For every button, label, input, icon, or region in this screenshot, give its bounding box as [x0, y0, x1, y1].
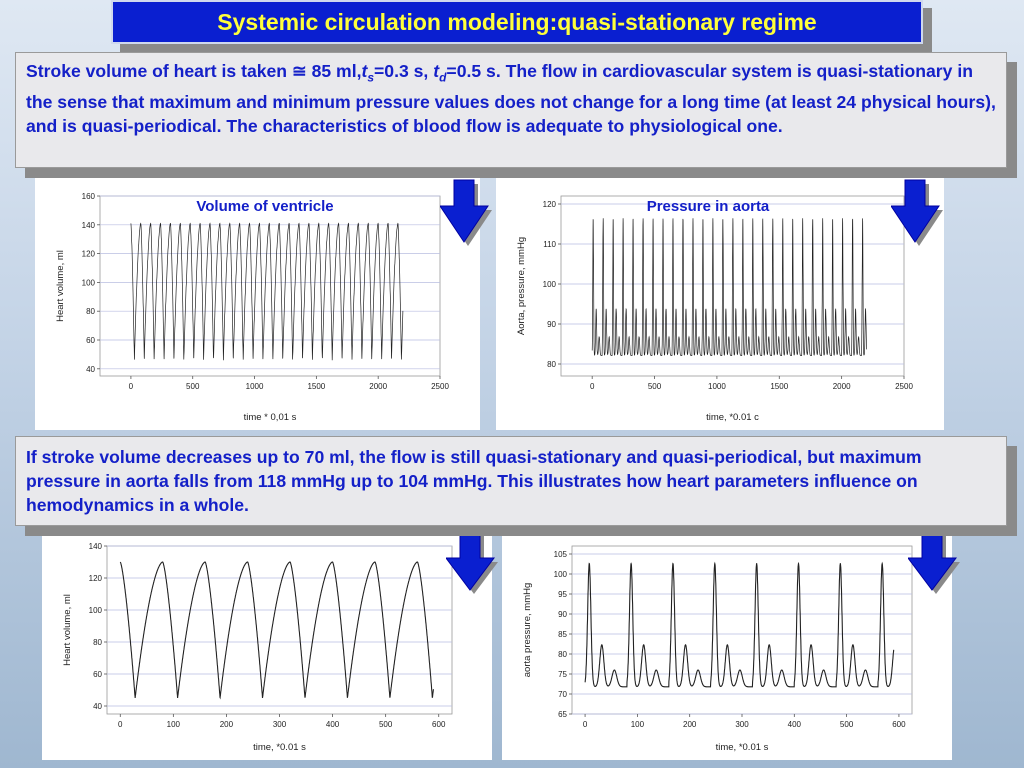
y-tick-label: 140 [88, 542, 102, 551]
box1-text-b: 85 ml, [306, 61, 362, 81]
ts-subscript: s [367, 70, 375, 85]
y-axis-label: Heart volume, ml [62, 594, 73, 666]
y-tick-label: 105 [553, 550, 567, 559]
x-tick-label: 500 [186, 382, 200, 391]
x-tick-label: 1500 [770, 382, 789, 391]
x-tick-label: 2000 [832, 382, 851, 391]
y-axis-label: aorta pressure, mmHg [522, 582, 533, 678]
description-box-85ml [15, 52, 1007, 168]
y-axis-label: Heart volume, ml [55, 250, 66, 322]
slide-title: Systemic circulation modeling:quasi-stationary regime [217, 8, 817, 35]
chart-aorta-pressure [496, 178, 944, 430]
ts-variable: t [361, 61, 368, 81]
x-tick-label: 300 [735, 720, 749, 729]
y-tick-label: 75 [558, 670, 567, 679]
x-tick-label: 1500 [307, 382, 326, 391]
title-banner [111, 0, 923, 44]
x-axis-label: time, *0.01 s [253, 742, 306, 753]
y-tick-label: 80 [93, 638, 102, 647]
y-tick-label: 40 [93, 702, 102, 711]
y-tick-label: 95 [558, 590, 567, 599]
y-tick-label: 100 [88, 606, 102, 615]
x-tick-label: 100 [166, 720, 181, 729]
description-box-70ml [15, 436, 1007, 526]
x-tick-label: 600 [892, 720, 906, 729]
x-tick-label: 500 [839, 720, 854, 729]
x-axis-label: time, *0.01 s [715, 742, 769, 753]
x-tick-label: 0 [128, 382, 134, 391]
x-tick-label: 100 [630, 720, 645, 729]
y-tick-label: 80 [558, 650, 567, 659]
x-tick-label: 500 [378, 720, 393, 729]
x-tick-label: 600 [432, 720, 446, 729]
y-tick-label: 100 [553, 570, 567, 579]
approx-symbol: ≅ [291, 61, 307, 81]
x-tick-label: 0 [589, 382, 595, 391]
x-axis-label: time, *0.01 c [706, 412, 759, 423]
y-tick-label: 70 [558, 690, 567, 699]
x-tick-label: 2000 [369, 382, 388, 391]
chart-panel-aorta-pressure [496, 178, 944, 430]
y-tick-label: 100 [81, 278, 95, 288]
x-tick-label: 0 [118, 720, 123, 729]
td-variable: t [433, 61, 440, 81]
td-subscript: d [439, 70, 447, 85]
box1-text-d: =0.5 s. The flow in cardiovascular system is quasi-stationary in the sense that maximum and minimum pressure values does not change for a long time (at least 24 physical hours), and is quasi-periodical. The characteristics of blood flow is adequate to physiological one. [26, 61, 996, 136]
y-tick-label: 90 [558, 610, 567, 619]
x-tick-label: 400 [787, 720, 801, 729]
x-tick-label: 400 [325, 720, 340, 729]
y-tick-label: 110 [543, 240, 556, 249]
y-tick-label: 120 [542, 200, 556, 209]
y-tick-label: 65 [558, 710, 567, 719]
x-tick-label: 2500 [431, 382, 449, 391]
y-tick-label: 140 [81, 220, 95, 230]
down-arrow-icon [440, 176, 492, 246]
y-tick-label: 80 [547, 360, 556, 369]
x-tick-label: 300 [272, 720, 287, 729]
y-tick-label: 60 [86, 336, 95, 345]
chart-title: Volume of ventricle [196, 198, 334, 215]
chart-panel-heart-volume-reduced [42, 536, 492, 760]
y-tick-label: 160 [81, 192, 95, 201]
chart-panel-aorta-pressure-reduced [502, 536, 952, 760]
plot-area [572, 546, 912, 714]
x-tick-label: 2500 [895, 382, 913, 391]
x-axis-label: time * 0,01 s [243, 412, 297, 423]
chart-panel-ventricle-volume [35, 178, 480, 430]
y-tick-label: 60 [93, 670, 102, 679]
x-tick-label: 200 [683, 720, 697, 729]
chart-heart-volume-reduced [42, 536, 492, 760]
chart-title: Pressure in aorta [646, 198, 770, 215]
chart-aorta-pressure-reduced [502, 536, 952, 760]
plot-area [107, 546, 452, 714]
y-axis-label: Aorta, pressure, mmHg [516, 236, 527, 336]
y-tick-label: 120 [88, 574, 102, 583]
y-tick-label: 90 [547, 320, 556, 329]
x-tick-label: 1000 [245, 382, 264, 391]
box2-text: If stroke volume decreases up to 70 ml, the flow is still quasi-stationary and quasi-periodical, but maximum pressure in aorta falls from 118 mmHg up to 104 mmHg. This illustrates how heart parameters influence on hemodynamics in a whole. [26, 447, 922, 515]
x-tick-label: 0 [582, 720, 588, 729]
y-tick-label: 100 [542, 280, 556, 289]
x-tick-label: 200 [219, 720, 234, 729]
down-arrow-icon [446, 528, 498, 598]
x-tick-label: 1000 [708, 382, 726, 391]
y-tick-label: 80 [86, 307, 95, 317]
box1-text-a: Stroke volume of heart is taken [26, 61, 292, 81]
down-arrow-icon [891, 176, 943, 246]
y-tick-label: 85 [558, 630, 567, 639]
y-tick-label: 40 [86, 364, 95, 374]
chart-ventricle-volume [35, 178, 480, 430]
down-arrow-icon [908, 528, 960, 598]
y-tick-label: 120 [81, 249, 95, 259]
x-tick-label: 500 [647, 382, 662, 391]
box1-text-c: =0.3 s, [374, 61, 434, 81]
